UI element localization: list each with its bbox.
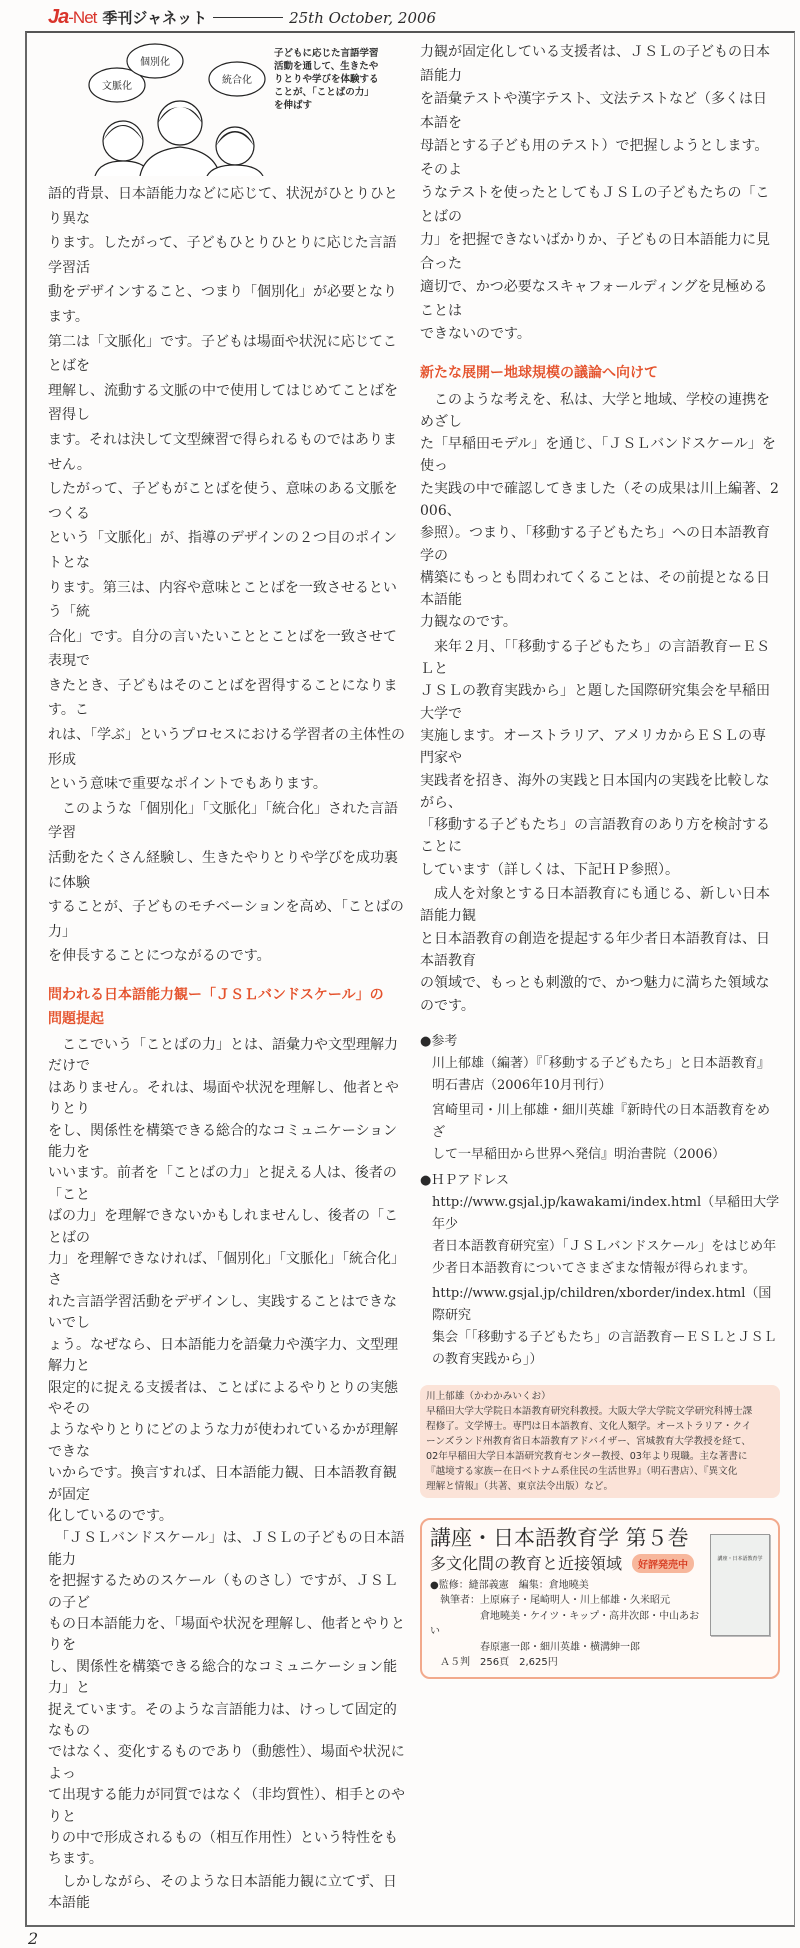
caption-line: りとりや学びを体験する bbox=[274, 74, 379, 85]
bubble-label: 統合化 bbox=[222, 75, 252, 86]
hp-address-label: ●ＨＰアドレス bbox=[420, 1172, 509, 1188]
text-line: と日本語教育の創造を提起する年少者日本語教育は、日本語教育 bbox=[420, 930, 770, 969]
text-line: ょう。なぜなら、日本語能力を語彙力や漢字力、文型理解力と bbox=[48, 1336, 398, 1375]
right-column bbox=[420, 41, 780, 1915]
text-line: て出現する能力が同質ではなく（非均質性）、相手とのやりと bbox=[48, 1787, 405, 1825]
book-subtitle: 多文化間の教育と近接領域 bbox=[430, 1553, 623, 1573]
book-details bbox=[430, 1524, 704, 1671]
on-sale-badge: 好評発売中 bbox=[632, 1554, 694, 1573]
text-line: という「文脈化」が、指導のデザインの２つ目のポイントとな bbox=[48, 530, 398, 571]
text-line: 動をデザインすること、つまり「個別化」が必要となります。 bbox=[48, 284, 398, 325]
text-line: うなテストを使ったとしてもＪＳＬの子どもたちの「ことばの bbox=[420, 185, 770, 225]
text-line: 力観が固定化している支援者は、ＪＳＬの子どもの日本語能力 bbox=[420, 44, 770, 84]
bubble-label: 文脈化 bbox=[102, 81, 132, 92]
text-line: 来年２月、「「移動する子どもたち」の言語教育ーＥＳＬと bbox=[420, 638, 770, 678]
text-line: りの中で形成されるもの（相互作用性）という特性をもちます。 bbox=[48, 1830, 398, 1868]
text-line: た実践の中で確認してきました（その成果は川上編著、2006、 bbox=[420, 480, 779, 519]
section-heading-new-development: 新たな展開ー地球規模の議論へ向けて bbox=[420, 364, 658, 381]
section-heading-jsl-bandscale bbox=[48, 983, 408, 1031]
text-line: 02年早稲田大学日本語研究教育センター教授、03年より現職。主な著書に bbox=[426, 1450, 748, 1462]
text-line: このような「個別化」「文脈化」「統合化」された言語学習 bbox=[48, 800, 398, 842]
text-line: http://www.gsjal.jp/kawakami/index.html（早稲田大学年少 bbox=[432, 1194, 780, 1232]
text-line: いいます。前者を「ことばの力」と捉える人は、後者の「こと bbox=[48, 1165, 397, 1203]
text-line: 明石書店（2006年10月刊行） bbox=[432, 1077, 612, 1093]
caption-line: を伸ばす bbox=[274, 100, 313, 111]
text-line: しかしながら、そのような日本語能力観に立てず、日本語能 bbox=[48, 1873, 397, 1912]
girl-head bbox=[103, 121, 143, 161]
text-line: 限定的に捉える支援者は、ことばによるやりとりの実態やその bbox=[48, 1379, 398, 1417]
text-line: 川上郁雄（編著）『「移動する子どもたち」と日本語教育』 bbox=[432, 1055, 771, 1071]
text-line: http://www.gsjal.jp/children/xborder/index.html（国際研究 bbox=[432, 1285, 772, 1323]
text-line: ばの力」を理解できないかもしれませんし、後者の「ことばの bbox=[48, 1208, 398, 1246]
left-text-top bbox=[48, 182, 408, 969]
janet-logo bbox=[48, 6, 96, 29]
text-line: 実施します。オーストラリア、アメリカからＥＳＬの専門家や bbox=[420, 727, 767, 767]
book-credits bbox=[430, 1578, 704, 1671]
text-line: 力」を把握できないばかりか、子どもの日本語能力に見合った bbox=[420, 232, 770, 272]
text-line: 集会「「移動する子どもたち」の言語教育ーＥＳＬとＪＳＬ bbox=[432, 1329, 777, 1345]
cover-title: 講座・日本語教育学 bbox=[717, 1555, 763, 1562]
caption-line: 子どもに応じた言語学習 bbox=[274, 48, 379, 59]
page-frame bbox=[25, 31, 795, 1927]
text-line: 化しているのです。 bbox=[48, 1507, 173, 1524]
paragraph bbox=[48, 797, 408, 969]
text-line: 母語とする子ども用のテスト）で把握しようとします。そのよ bbox=[420, 138, 769, 178]
text-line: ります。したがって、子どもひとりひとりに応じた言語学習活 bbox=[48, 235, 397, 276]
text-line: 適切で、かつ必要なスキャフォールディングを見極めることは bbox=[420, 279, 768, 319]
page-header bbox=[0, 0, 752, 31]
text-line: しています（詳しくは、下記ＨＰ参照）。 bbox=[420, 861, 679, 878]
paragraph bbox=[48, 1035, 408, 1527]
teacher-head bbox=[158, 101, 202, 145]
text-line: したがって、子どもがことばを使う、意味のある文脈をつくる bbox=[48, 481, 398, 522]
text-line: をし、関係性を構築できる総合的なコミュニケーション能力を bbox=[48, 1122, 398, 1161]
text-line: 「移動する子どもたち」の言語教育のあり方を検討することに bbox=[420, 817, 770, 856]
header-dash bbox=[213, 17, 283, 18]
text-line: 者日本語教育研究室）「ＪＳＬバンドスケール」をはじめ年 bbox=[432, 1238, 777, 1254]
text-line: 「ＪＳＬバンドスケール」は、ＪＳＬの子どもの日本語能力 bbox=[48, 1530, 405, 1568]
text-line: 春原憲一郎・細川英雄・横溝紳一郎 bbox=[430, 1641, 640, 1653]
paragraph bbox=[48, 1528, 408, 1871]
reference-item bbox=[420, 1100, 780, 1166]
left-column bbox=[48, 41, 408, 1915]
text-line: を伸長することにつながるのです。 bbox=[48, 948, 271, 965]
text-line: Ａ５判 256頁 2,625円 bbox=[430, 1657, 558, 1669]
text-line: ではなく、変化するものであり（動態性）、場面や状況によっ bbox=[48, 1744, 405, 1782]
boy-head bbox=[216, 127, 254, 165]
text-line: ーンズランド州教育省日本語教育アドバイザー、宮城教育大学教授を経て、 bbox=[426, 1435, 751, 1447]
text-line: できないのです。 bbox=[420, 326, 531, 342]
author-name: 川上郁雄（かわかみいくお） bbox=[426, 1390, 551, 1402]
text-line: 『越境する家族ー在日ベトナム系住民の生活世界』（明石書店）、『異文化 bbox=[426, 1465, 738, 1477]
hp-address-item[interactable] bbox=[420, 1283, 780, 1371]
text-line: 捉えています。そのような言語能力は、けっして固定的なもの bbox=[48, 1701, 397, 1739]
hp-address-item[interactable] bbox=[420, 1192, 780, 1280]
author-bio-text bbox=[426, 1404, 774, 1494]
text-line: 問われる日本語能力観ー「ＪＳＬバンドスケール」の bbox=[48, 987, 384, 1003]
issue-date: 25th October, 2006 bbox=[289, 9, 437, 27]
illustration-area bbox=[85, 41, 408, 176]
text-line: 早稲田大学大学院日本語教育研究科教授。大阪大学大学院文学研究科博士課 bbox=[426, 1405, 753, 1417]
text-line: 力」を理解できなければ、「個別化」「文脈化」「統合化」さ bbox=[48, 1251, 405, 1289]
text-line: れた言語学習活動をデザインし、実践することはできないでし bbox=[48, 1293, 398, 1332]
text-line: して一早稲田から世界へ発信』明治書院（2006） bbox=[432, 1146, 726, 1162]
text-line: ようなやりとりにどのような力が使われているかが理解できな bbox=[48, 1422, 398, 1460]
references bbox=[420, 1031, 780, 1371]
bubble-label: 個別化 bbox=[140, 57, 170, 68]
text-line: ●監修：縫部義憲 編集：倉地曉美 bbox=[430, 1579, 589, 1591]
caption-line: 活動を通して、生きたや bbox=[274, 61, 379, 72]
right-text-middle bbox=[420, 389, 780, 1017]
book-cover-image bbox=[710, 1534, 770, 1636]
text-line: を語彙テストや漢字テスト、文法テストなど（多くは日本語を bbox=[420, 91, 768, 131]
paragraph bbox=[420, 41, 780, 347]
book-title: 講座・日本語教育学 第５巻 bbox=[430, 1525, 689, 1550]
text-line: 第二は「文脈化」です。子どもは場面や状況に応じてことばを bbox=[48, 333, 397, 375]
references-label: ●参考 bbox=[420, 1033, 458, 1049]
text-line: もの日本語能力を、「場面や状況を理解し、他者とやりとりを bbox=[48, 1615, 405, 1654]
reference-item bbox=[420, 1053, 780, 1097]
paragraph bbox=[420, 883, 780, 1017]
text-line: 倉地曉美・ケイツ・キップ・高井次郎・中山あおい bbox=[430, 1610, 700, 1638]
text-line: 成人を対象とする日本語教育にも通じる、新しい日本語能力観 bbox=[420, 886, 770, 925]
text-line: ここでいう「ことばの力」とは、語彙力や文型理解力だけで bbox=[48, 1037, 398, 1075]
text-line: ます。それは決して文型練習で得られるものではありません。 bbox=[48, 431, 397, 473]
text-line: 程修了。文学博士。専門は日本語教育、文化人類学。オーストラリア・クイ bbox=[426, 1420, 752, 1432]
book-subtitle-row bbox=[430, 1552, 704, 1576]
text-line: 実践者を招き、海外の実践と日本国内の実践を比較しながら、 bbox=[420, 772, 770, 811]
paragraph bbox=[48, 1872, 408, 1915]
text-line: ります。第三は、内容や意味とことばを一致させるという「統 bbox=[48, 579, 397, 621]
caption-line: ことが、「ことばの力」 bbox=[274, 87, 374, 98]
text-line: 力観なのです。 bbox=[420, 614, 517, 631]
text-line: 理解と情報』（共著、東京法令出版）など。 bbox=[426, 1480, 614, 1492]
text-line: を把握するためのスケール（ものさし）ですが、ＪＳＬの子ど bbox=[48, 1573, 398, 1611]
book-advertisement bbox=[420, 1518, 780, 1679]
text-line: このような考えを、私は、大学と地域、学校の連携をめざし bbox=[420, 391, 770, 430]
paragraph bbox=[420, 389, 780, 634]
text-line: 理解し、流動する文脈の中で使用してはじめてことばを習得し bbox=[48, 382, 398, 424]
paragraph bbox=[420, 636, 780, 881]
text-line: という意味で重要なポイントでもあります。 bbox=[48, 776, 327, 793]
text-line: することが、子どものモチベーションを高め、「ことばの力」 bbox=[48, 899, 404, 940]
text-line: きたとき、子どもはそのことばを習得することになります。こ bbox=[48, 677, 398, 719]
text-line: いからです。換言すれば、日本語能力観、日本語教育観が固定 bbox=[48, 1465, 397, 1503]
illustration-teacher-children bbox=[85, 41, 270, 176]
text-line: 執筆者：上原麻子・尾崎明人・川上郁雄・久米昭元 bbox=[430, 1595, 670, 1607]
text-line: ＪＳＬの教育実践から」と題した国際研究集会を早稲田大学で bbox=[420, 683, 770, 722]
page-number: 2 bbox=[28, 1928, 39, 1948]
text-line: 宮崎里司・川上郁雄・細川英雄『新時代の日本語教育をめざ bbox=[432, 1102, 771, 1140]
illustration-caption bbox=[274, 47, 402, 112]
text-line: れは、「学ぶ」というプロセスにおける学習者の主体性の形成 bbox=[48, 727, 405, 768]
logo-net: -Net bbox=[68, 8, 97, 27]
logo-ja: Ja bbox=[48, 6, 69, 28]
text-line: の領域で、もっとも刺激的で、かつ魅力に満ちた領域なのです。 bbox=[420, 975, 770, 1014]
text-line: 参照）。つまり、「移動する子どもたち」への日本語教育学の bbox=[420, 525, 770, 564]
text-line: の教育実践から」） bbox=[432, 1351, 543, 1367]
text-line: 活動をたくさん経験し、生きたやりとりや学びを成功裏に体験 bbox=[48, 850, 398, 891]
text-line: し、関係性を構築できる総合的なコミュニケーション能力」と bbox=[48, 1658, 398, 1697]
left-text-bottom bbox=[48, 1035, 408, 1915]
text-line: 問題提起 bbox=[48, 1011, 104, 1027]
text-line: 語的背景、日本語能力などに応じて、状況がひとりひとり異な bbox=[48, 186, 398, 227]
text-line: 少者日本語教育についてさまざまな情報が得られます。 bbox=[432, 1260, 756, 1276]
publication-title: 季刊ジャネット bbox=[102, 9, 208, 27]
text-line: 合化」です。自分の言いたいこととことばを一致させて表現で bbox=[48, 628, 397, 670]
paragraph bbox=[48, 182, 408, 797]
author-bio-box bbox=[420, 1385, 780, 1498]
text-line: 構築にもっとも問われてくることは、その前提となる日本語能 bbox=[420, 569, 770, 609]
text-line: た「早稲田モデル」を通じ、「ＪＳＬバンドスケール」を使っ bbox=[420, 436, 776, 475]
text-line: はありません。それは、場面や状況を理解し、他者とやりとり bbox=[48, 1079, 399, 1118]
